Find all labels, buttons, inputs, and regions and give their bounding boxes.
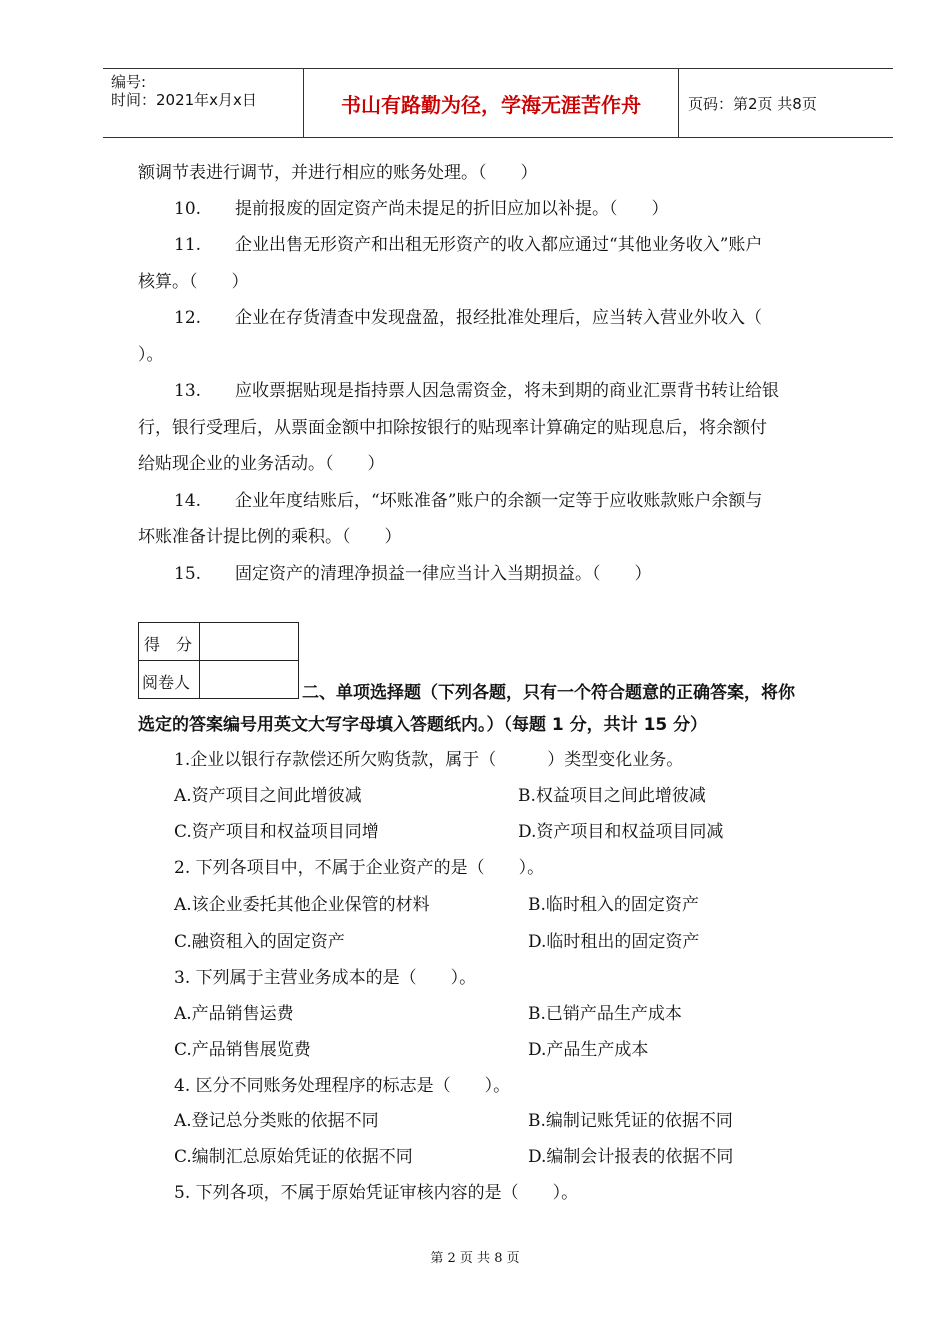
question-stem: 4. 区分不同账务处理程序的标志是（ ）。 (174, 1076, 511, 1096)
option: C.编制汇总原始凭证的依据不同 (174, 1147, 413, 1167)
header-motto: 书山有路勤为径，学海无涯苦作舟 (341, 92, 641, 117)
page-header (103, 68, 893, 138)
option: A.资产项目之间此增彼减 (174, 786, 362, 806)
header-info-cell (103, 69, 303, 137)
reviewer-label: 阅卷人 (142, 673, 191, 692)
option: B.编制记账凭证的依据不同 (528, 1111, 733, 1131)
option: A.登记总分类账的依据不同 (174, 1111, 379, 1131)
option: B.已销产品生产成本 (528, 1004, 682, 1024)
score-table (138, 622, 299, 699)
number-label: 编号: (111, 73, 147, 91)
option: D.编制会计报表的依据不同 (528, 1147, 734, 1167)
score-label: 得 分 (144, 635, 193, 654)
option: D.产品生产成本 (528, 1040, 649, 1060)
option: D.临时租出的固定资产 (528, 932, 700, 952)
question-stem: 3. 下列属于主营业务成本的是（ ）。 (174, 968, 477, 988)
question-line: 11. 企业出售无形资产和出租无形资产的收入都应通过“其他业务收入”账户 (174, 235, 763, 255)
time-label: 时间：2021年x月x日 (111, 91, 257, 109)
option: C.资产项目和权益项目同增 (174, 822, 379, 842)
option: D.资产项目和权益项目同减 (518, 822, 724, 842)
question-line: 14. 企业年度结账后，“坏账准备”账户的余额一定等于应收账款账户余额与 (174, 491, 763, 511)
option: B.权益项目之间此增彼减 (518, 786, 706, 806)
question-line: 15. 固定资产的清理净损益一律应当计入当期损益。（ ） (174, 564, 652, 584)
option: B.临时租入的固定资产 (528, 895, 699, 915)
question-stem: 1.企业以银行存款偿还所欠购货款，属于（ ）类型变化业务。 (174, 750, 684, 770)
question-line: 坏账准备计提比例的乘积。（ ） (138, 527, 402, 547)
option: A.该企业委托其他企业保管的材料 (174, 895, 430, 915)
page-number-label: 页码：第2页 共8页 (688, 95, 817, 113)
question-line: 12. 企业在存货清查中发现盘盈，报经批准处理后，应当转入营业外收入（ (174, 308, 763, 328)
question-line: ）。 (138, 345, 164, 365)
question-stem: 2. 下列各项目中，不属于企业资产的是（ ）。 (174, 858, 545, 878)
question-line: 额调节表进行调节，并进行相应的账务处理。（ ） (138, 163, 538, 183)
question-line: 10. 提前报废的固定资产尚未提足的折旧应加以补提。（ ） (174, 199, 669, 219)
question-line: 核算。（ ） (138, 272, 249, 292)
section-title: 选定的答案编号用英文大写字母填入答题纸内。）（每题 1 分，共计 15 分） (138, 715, 708, 735)
question-line: 行，银行受理后，从票面金额中扣除按银行的贴现率计算确定的贴现息后，将余额付 (138, 418, 767, 438)
option: C.融资租入的固定资产 (174, 932, 345, 952)
question-stem: 5. 下列各项，不属于原始凭证审核内容的是（ ）。 (174, 1183, 579, 1203)
section-title: 二、单项选择题（下列各题，只有一个符合题意的正确答案，将你 (302, 683, 795, 703)
option: C.产品销售展览费 (174, 1040, 311, 1060)
option: A.产品销售运费 (174, 1004, 294, 1024)
question-line: 13. 应收票据贴现是指持票人因急需资金，将未到期的商业汇票背书转让给银 (174, 381, 780, 401)
header-divider (678, 69, 679, 137)
page-footer: 第 2 页 共 8 页 (430, 1251, 520, 1266)
question-line: 给贴现企业的业务活动。（ ） (138, 454, 385, 474)
